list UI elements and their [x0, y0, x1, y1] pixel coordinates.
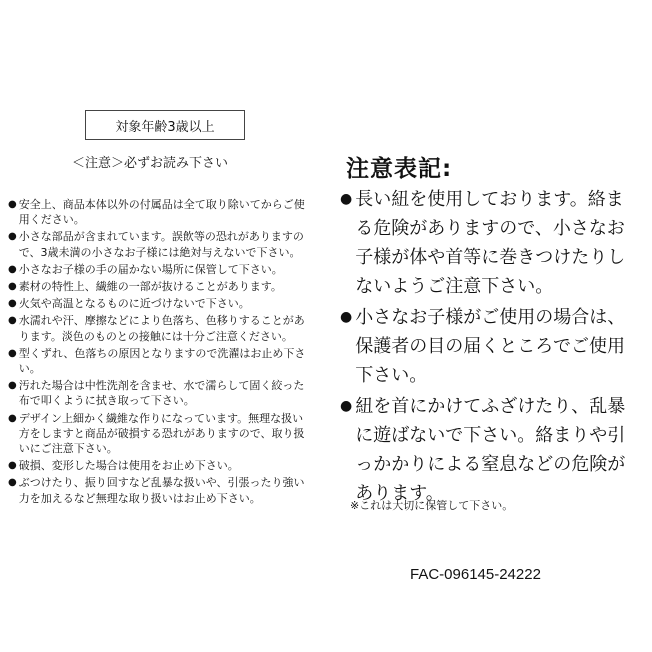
- bullet-icon: ●: [8, 263, 17, 275]
- list-item: ● 汚れた場合は中性洗剤を含ませ、水で濡らして固く絞った布で叩くように拭き取って下さい。: [8, 379, 305, 408]
- product-code: FAC-096145-24222: [410, 566, 541, 583]
- bullet-icon: ●: [8, 460, 17, 472]
- list-item: ● 破損、変形した場合は使用をお止め下さい。: [8, 459, 239, 473]
- warning-title: 注意表記:: [346, 156, 453, 182]
- bullet-icon: ●: [8, 315, 17, 327]
- list-item: ● 水濡れや汗、摩擦などにより色落ち、色移りすることがあります。淡色のものとの接触には十分ご注意ください。: [8, 314, 305, 343]
- list-item: ● 小さなお子様の手の届かない場所に保管して下さい。: [8, 262, 283, 276]
- bullet-icon: ●: [8, 199, 17, 210]
- bullet-icon: ●: [8, 347, 17, 359]
- bullet-icon: ●: [8, 380, 17, 392]
- list-item: ● ぶつけたり、振り回すなど乱暴な扱いや、引張ったり強い力を加えるなど無理な取り扱いはお止め下さい。: [8, 476, 305, 505]
- list-item: ● 紐を首にかけてふざけたり、乱暴に遊ばないで下さい。絡まりや引っかかりによる窒息などの危険があります。: [340, 392, 640, 508]
- list-item: ● 素材の特性上、繊維の一部が抜けることがあります。: [8, 280, 282, 294]
- bullet-icon: ●: [340, 191, 353, 207]
- list-item: ● 長い紐を使用しております。絡まる危険がありますので、小さなお子様が体や首等に巻きつけたりしないようご注意下さい。: [340, 185, 640, 301]
- bullet-icon: ●: [8, 281, 17, 293]
- storage-note: ※これは大切に保管して下さい。: [350, 499, 514, 512]
- left-heading: ＜注意＞必ずお読み下さい: [72, 156, 229, 171]
- warning-list: [340, 185, 640, 510]
- list-item: ● 安全上、商品本体以外の付属品は全て取り除いてからご使用ください。: [8, 198, 305, 227]
- bullet-icon: ●: [8, 231, 17, 243]
- bullet-icon: ●: [8, 477, 17, 489]
- list-item: ● 型くずれ、色落ちの原因となりますので洗濯はお止め下さい。: [8, 346, 306, 376]
- list-item: ● 火気や高温となるものに近づけないで下さい。: [8, 297, 250, 311]
- bullet-icon: ●: [8, 412, 17, 424]
- bullet-icon: ●: [8, 298, 17, 310]
- caution-list: [8, 197, 308, 508]
- bullet-icon: ●: [340, 309, 353, 325]
- age-label: 対象年齢3歳以上: [115, 119, 215, 135]
- age-label-box: [85, 110, 245, 140]
- list-item: ● デザイン上細かく繊維な作りになっています。無理な扱い方をしますと商品が破損する恐れがありますので、取り扱いにご注意下さい。: [8, 411, 305, 456]
- list-item: ● 小さなお子様がご使用の場合は、保護者の目の届くところでご使用下さい。: [340, 303, 640, 390]
- list-item: ● 小さな部品が含まれています。誤飲等の恐れがありますので、3歳未満の小さなお子様には絶対与えないで下さい。: [8, 230, 304, 259]
- bullet-icon: ●: [340, 398, 353, 414]
